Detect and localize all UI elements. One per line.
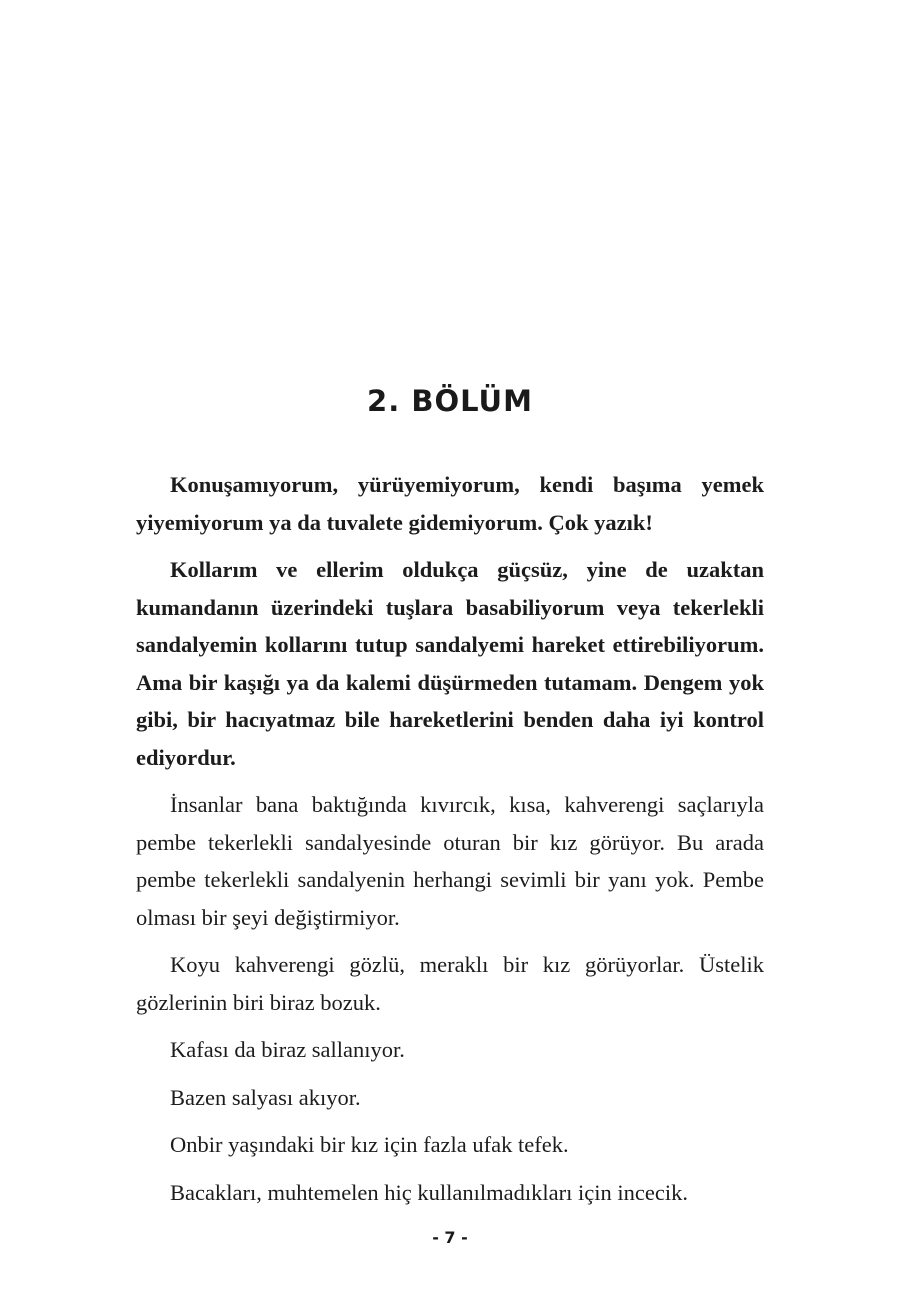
paragraph-6: Bazen salyası akıyor. bbox=[170, 1084, 361, 1110]
paragraph-3: İnsanlar bana baktığında kıvırcık, kısa, kahverengi saçlarıyla pembe tekerlekli sandalyesinde oturan bir kız görüyor. Bu arada pembe tekerlekli sandalyenin herhangi sevimli bir yanı yok. Pembe olması bir şeyi değiştirmiyor. bbox=[136, 792, 764, 930]
paragraph-2: Kollarım ve ellerim oldukça güçsüz, yine de uzaktan kumandanın üzerindeki tuşlara basabiliyorum veya tekerlekli sandalyemin kollarını tutup sandalyemi hareket ettirebiliyorum. Ama bir kaşığı ya da kalemi düşürmeden tutamam. Dengem yok gibi, bir hacıyatmaz bile hareketlerini benden daha iyi kontrol ediyordur. bbox=[136, 557, 764, 770]
paragraph-7: Onbir yaşındaki bir kız için fazla ufak tefek. bbox=[170, 1132, 569, 1157]
paragraph-5: Kafası da biraz sallanıyor. bbox=[170, 1037, 405, 1062]
paragraph-8: Bacakları, muhtemelen hiç kullanılmadıkları için incecik. bbox=[170, 1179, 688, 1205]
paragraph-1: Konuşamıyorum, yürüyemiyorum, kendi başıma yemek yiyemiyorum ya da tuvalete gidemiyorum. Çok yazık! bbox=[136, 472, 764, 535]
chapter-title: 2. BÖLÜM bbox=[367, 384, 533, 418]
chapter-body bbox=[136, 466, 764, 1221]
paragraph-4: Koyu kahverengi gözlü, meraklı bir kız görüyorlar. Üstelik gözlerinin biri biraz bozuk. bbox=[136, 952, 764, 1015]
page-number: - 7 - bbox=[432, 1228, 468, 1247]
